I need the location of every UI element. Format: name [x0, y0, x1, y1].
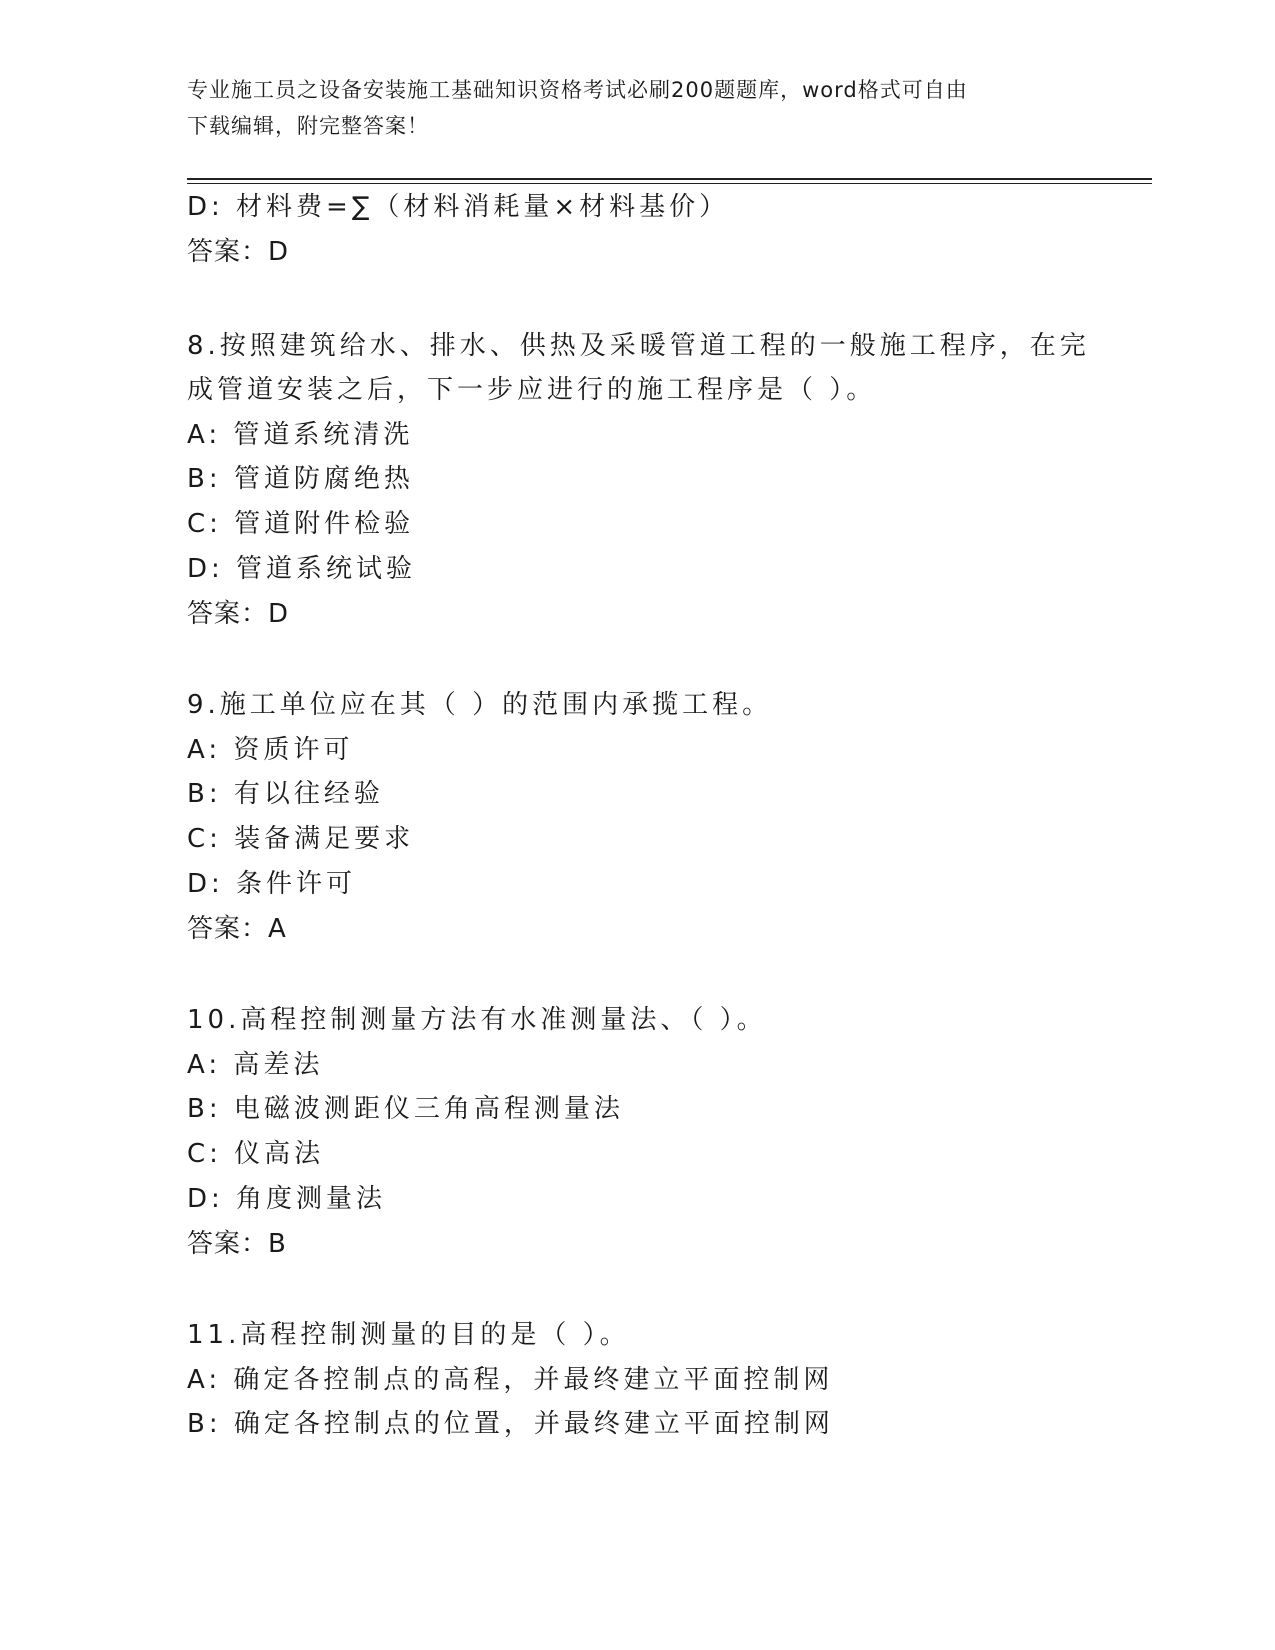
header-line-1: 专业施工员之设备安装施工基础知识资格考试必刷200题题库，word格式可自由	[187, 78, 968, 102]
q9-option-c: C: 装备满足要求	[187, 824, 415, 854]
q8-option-c: C: 管道附件检验	[187, 509, 415, 539]
q7-option-d: D: 材料费=∑（材料消耗量×材料基价）	[187, 192, 730, 222]
q9-answer: 答案：A	[187, 914, 287, 944]
header-rule-thin	[187, 183, 1152, 184]
q10-option-b: B: 电磁波测距仪三角高程测量法	[187, 1094, 624, 1124]
q8-answer: 答案：D	[187, 599, 290, 629]
q10-option-d: D: 角度测量法	[187, 1184, 387, 1214]
q9-option-b: B: 有以往经验	[187, 779, 384, 809]
header-rule-thick	[187, 178, 1152, 180]
header-line-2: 下载编辑，附完整答案！	[187, 114, 429, 138]
document-header	[187, 72, 1087, 144]
q11-option-b: B: 确定各控制点的位置，并最终建立平面控制网	[187, 1409, 834, 1439]
q8-option-d: D: 管道系统试验	[187, 554, 417, 584]
q10-answer: 答案：B	[187, 1229, 287, 1259]
q9-stem: 9.施工单位应在其（ ）的范围内承揽工程。	[187, 690, 773, 720]
q9-option-a: A: 资质许可	[187, 735, 354, 765]
q11-stem: 11.高程控制测量的目的是（ ）。	[187, 1320, 630, 1350]
q8-option-b: B: 管道防腐绝热	[187, 464, 414, 494]
q8-option-a: A: 管道系统清洗	[187, 420, 414, 450]
q8-stem-line-2: 成管道安装之后，下一步应进行的施工程序是（ ）。	[187, 375, 877, 405]
q10-stem: 10.高程控制测量方法有水准测量法、（ ）。	[187, 1005, 767, 1035]
q9-option-d: D: 条件许可	[187, 869, 357, 899]
q10-option-c: C: 仪高法	[187, 1139, 325, 1169]
q7-answer: 答案：D	[187, 237, 290, 267]
q11-option-a: A: 确定各控制点的高程，并最终建立平面控制网	[187, 1365, 834, 1395]
q8-stem-line-1: 8.按照建筑给水、排水、供热及采暖管道工程的一般施工程序，在完	[187, 331, 1090, 361]
q10-option-a: A: 高差法	[187, 1050, 324, 1080]
